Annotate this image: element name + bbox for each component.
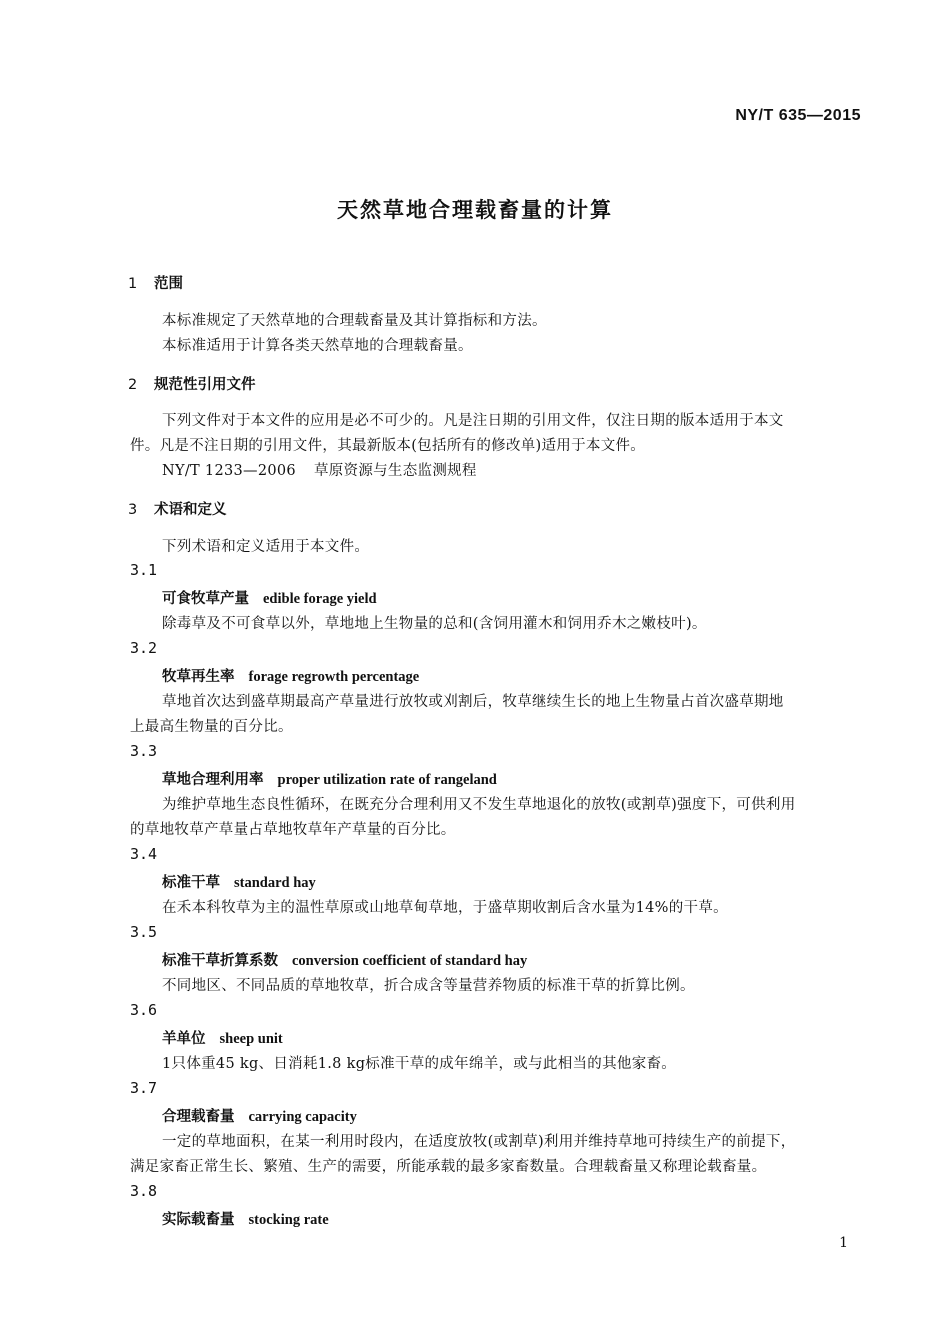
term-heading	[162, 665, 419, 686]
reference-title: 草原资源与生态监测规程	[313, 463, 477, 479]
term-definition: 在禾本科牧草为主的温性草原或山地草甸草地，于盛草期收割后含水量为14%的干草。	[162, 900, 728, 916]
term-number: 3.3	[130, 742, 158, 760]
section-2-heading	[128, 373, 256, 394]
normative-reference	[162, 459, 477, 480]
term-english: standard hay	[234, 875, 316, 891]
document-title: 天然草地合理载畜量的计算	[337, 198, 613, 222]
term-definition: 满足家畜正常生长、繁殖、生产的需要，所能承载的最多家畜数量。合理载畜量又称理论载畜量。	[130, 1159, 767, 1175]
term-number: 3.6	[130, 1001, 158, 1019]
term-number: 3.5	[130, 923, 158, 941]
term-english: sheep unit	[219, 1031, 283, 1047]
paragraph: 下列术语和定义适用于本文件。	[162, 539, 370, 555]
section-title: 术语和定义	[154, 502, 227, 518]
term-english: edible forage yield	[263, 591, 377, 607]
term-number: 3.1	[130, 561, 158, 579]
term-number: 3.7	[130, 1079, 158, 1097]
term-number: 3.2	[130, 639, 158, 657]
term-heading	[162, 949, 527, 970]
paragraph-line: 件。凡是不注日期的引用文件，其最新版本(包括所有的修改单)适用于本文件。	[130, 438, 646, 454]
section-number: 3	[128, 502, 138, 518]
section-title: 范围	[154, 276, 183, 292]
term-english: forage regrowth percentage	[248, 669, 420, 685]
term-chinese: 羊单位	[162, 1031, 206, 1047]
term-heading	[162, 1105, 357, 1126]
term-definition: 不同地区、不同品质的草地牧草，折合成含等量营养物质的标准干草的折算比例。	[162, 978, 695, 994]
term-heading	[162, 871, 316, 892]
term-chinese: 标准干草折算系数	[162, 953, 278, 969]
term-definition: 草地首次达到盛草期最高产草量进行放牧或刈割后，牧草继续生长的地上生物量占首次盛草期地	[162, 694, 784, 710]
section-1-heading	[128, 272, 183, 293]
term-chinese: 草地合理利用率	[162, 772, 264, 788]
paragraph-line: 下列文件对于本文件的应用是必不可少的。凡是注日期的引用文件，仅注日期的版本适用于本文	[162, 413, 784, 429]
term-english: conversion coefficient of standard hay	[292, 953, 528, 969]
term-chinese: 合理载畜量	[162, 1109, 235, 1125]
term-english: proper utilization rate of rangeland	[277, 772, 497, 788]
term-heading	[162, 1027, 283, 1048]
reference-code: NY/T 1233—2006	[162, 463, 296, 479]
term-number: 3.4	[130, 845, 158, 863]
term-heading	[162, 1208, 329, 1229]
section-3-heading	[128, 498, 227, 519]
term-heading	[162, 768, 497, 789]
term-chinese: 标准干草	[162, 875, 220, 891]
section-number: 1	[128, 276, 138, 292]
term-definition: 除毒草及不可食草以外，草地地上生物量的总和(含饲用灌木和饲用乔木之嫩枝叶)。	[162, 616, 707, 632]
term-english: carrying capacity	[248, 1109, 357, 1125]
paragraph: 本标准规定了天然草地的合理载畜量及其计算指标和方法。	[162, 313, 547, 329]
term-heading	[162, 587, 377, 608]
term-chinese: 牧草再生率	[162, 669, 235, 685]
term-english: stocking rate	[248, 1212, 329, 1228]
standard-number: NY/T 635—2015	[735, 107, 861, 124]
section-title: 规范性引用文件	[154, 377, 256, 393]
term-chinese: 可食牧草产量	[162, 591, 249, 607]
page-number: 1	[839, 1235, 848, 1251]
term-definition: 上最高生物量的百分比。	[130, 719, 293, 735]
paragraph: 本标准适用于计算各类天然草地的合理载畜量。	[162, 338, 473, 354]
term-chinese: 实际载畜量	[162, 1212, 235, 1228]
term-definition: 为维护草地生态良性循环，在既充分合理利用又不发生草地退化的放牧(或割草)强度下，可供利用	[162, 797, 796, 813]
term-number: 3.8	[130, 1182, 158, 1200]
term-definition: 的草地牧草产草量占草地牧草年产草量的百分比。	[130, 822, 456, 838]
section-number: 2	[128, 377, 138, 393]
term-definition: 1只体重45 kg、日消耗1.8 kg标准干草的成年绵羊，或与此相当的其他家畜。	[162, 1056, 677, 1072]
term-definition: 一定的草地面积，在某一利用时段内，在适度放牧(或割草)利用并维持草地可持续生产的前提下，	[162, 1134, 796, 1150]
